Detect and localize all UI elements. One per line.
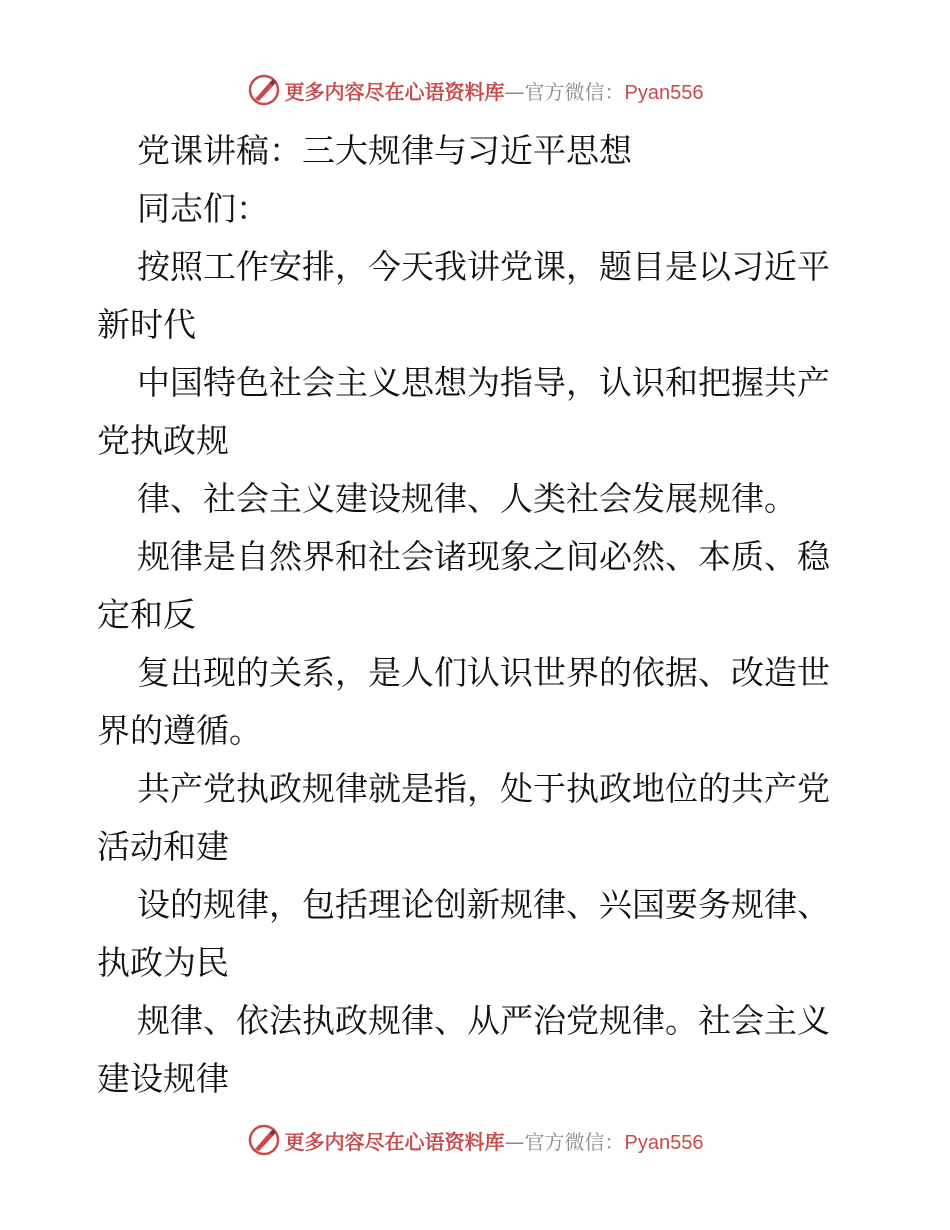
text-line: 律、社会主义建设规律、人类社会发展规律。 [137, 479, 797, 518]
document-body [97, 122, 857, 1108]
banner-separator: —官方微信： [504, 1129, 625, 1154]
text-line: 复出现的关系，是人们认识世界的依据、改造世 [137, 653, 830, 692]
document-title: 党课讲稿：三大规律与习近平思想 [137, 131, 632, 170]
banner-brand: 更多内容尽在心语资料库 [284, 79, 505, 104]
text-line: 规律、依法执政规律、从严治党规律。社会主义 [137, 1001, 830, 1040]
text-line: 中国特色社会主义思想为指导，认识和把握共产 [137, 363, 830, 402]
banner-account: Pyan556 [624, 81, 704, 104]
text-line: 定和反 [97, 595, 196, 634]
text-line: 建设规律 [97, 1059, 229, 1098]
pen-logo-icon [247, 73, 281, 107]
text-line: 按照工作安排，今天我讲党课，题目是以习近平 [137, 247, 830, 286]
text-line: 活动和建 [97, 827, 229, 866]
text-line: 新时代 [97, 305, 196, 344]
banner-separator: —官方微信： [504, 79, 625, 104]
text-line: 党执政规 [97, 421, 229, 460]
text-line: 执政为民 [97, 943, 229, 982]
pen-logo-icon [247, 1123, 281, 1157]
text-line: 共产党执政规律就是指，处于执政地位的共产党 [137, 769, 830, 808]
header-banner [0, 70, 950, 110]
text-line: 界的遵循。 [97, 711, 262, 750]
text-line: 设的规律，包括理论创新规律、兴国要务规律、 [137, 885, 830, 924]
text-line: 规律是自然界和社会诸现象之间必然、本质、稳 [137, 537, 830, 576]
banner-account: Pyan556 [624, 1131, 704, 1154]
text-line: 同志们： [137, 189, 269, 228]
footer-banner [0, 1120, 950, 1160]
banner-brand: 更多内容尽在心语资料库 [284, 1129, 505, 1154]
